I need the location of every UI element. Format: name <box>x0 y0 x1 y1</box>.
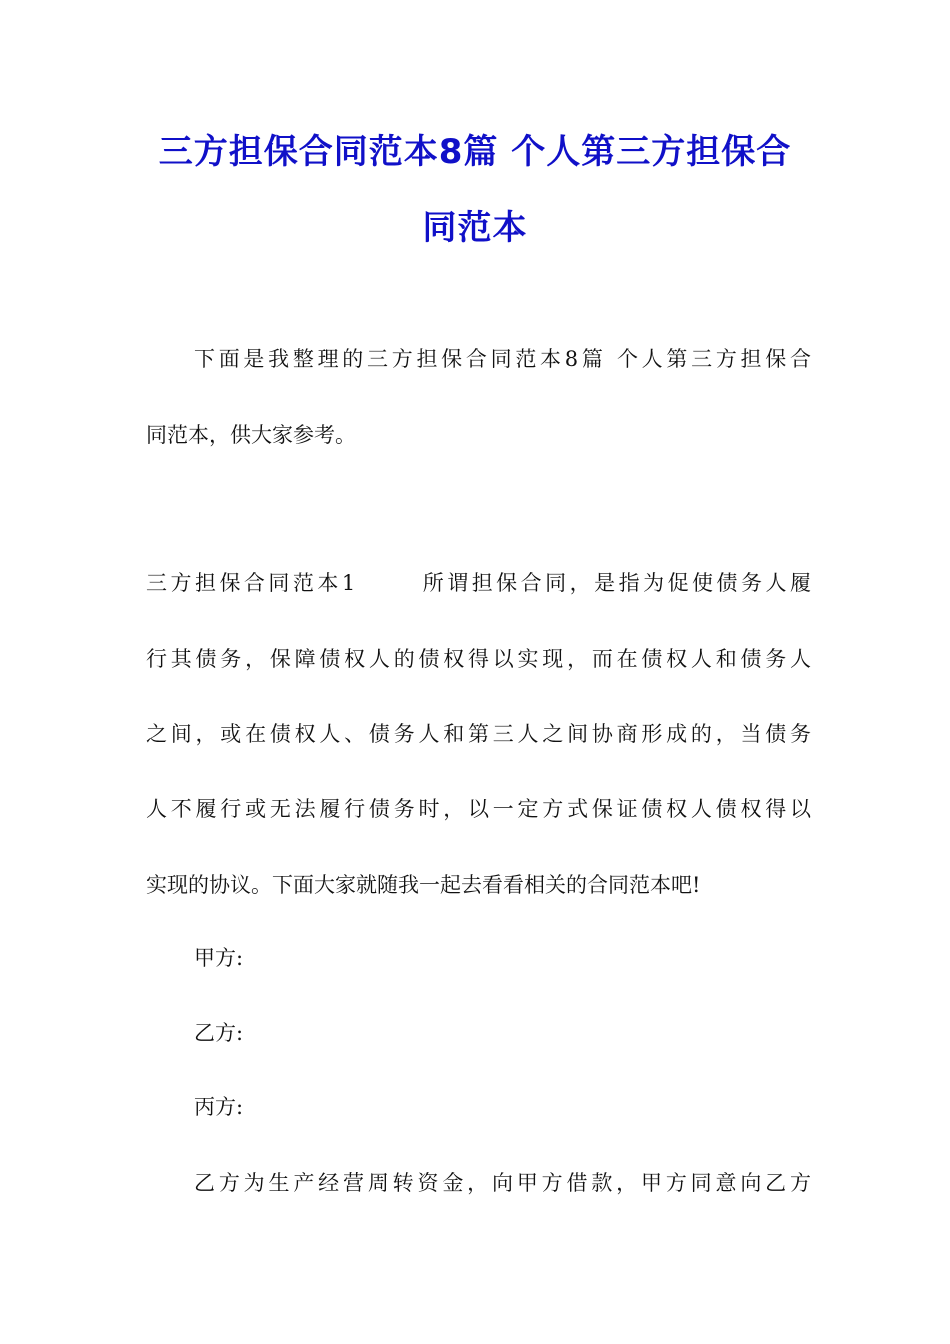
section-first-line <box>146 568 811 598</box>
party-b-label: 乙方: <box>194 1021 244 1045</box>
document-title-line-1: 三方担保合同范本8篇 个人第三方担保合 <box>158 132 792 172</box>
section-line-4: 人不履行或无法履行债务时，以一定方式保证债权人债权得以 <box>146 797 811 821</box>
body-line-1: 乙方为生产经营周转资金，向甲方借款，甲方同意向乙方 <box>194 1171 811 1195</box>
party-c-label: 丙方: <box>194 1095 244 1119</box>
section-line-2: 行其债务，保障债权人的债权得以实现，而在债权人和债务人 <box>146 647 811 671</box>
intro-line-2: 同范本，供大家参考。 <box>146 423 356 447</box>
section-heading: 三方担保合同范本1 <box>146 571 356 595</box>
section-line-3: 之间，或在债权人、债务人和第三人之间协商形成的，当债务 <box>146 722 811 746</box>
document-title-line-2: 同范本 <box>422 208 528 248</box>
intro-line-1: 下面是我整理的三方担保合同范本8篇 个人第三方担保合 <box>194 347 811 371</box>
section-line-1: 所谓担保合同，是指为促使债务人履 <box>419 571 811 595</box>
section-line-5: 实现的协议。下面大家就随我一起去看看相关的合同范本吧! <box>146 873 701 897</box>
party-a-label: 甲方: <box>194 946 244 970</box>
